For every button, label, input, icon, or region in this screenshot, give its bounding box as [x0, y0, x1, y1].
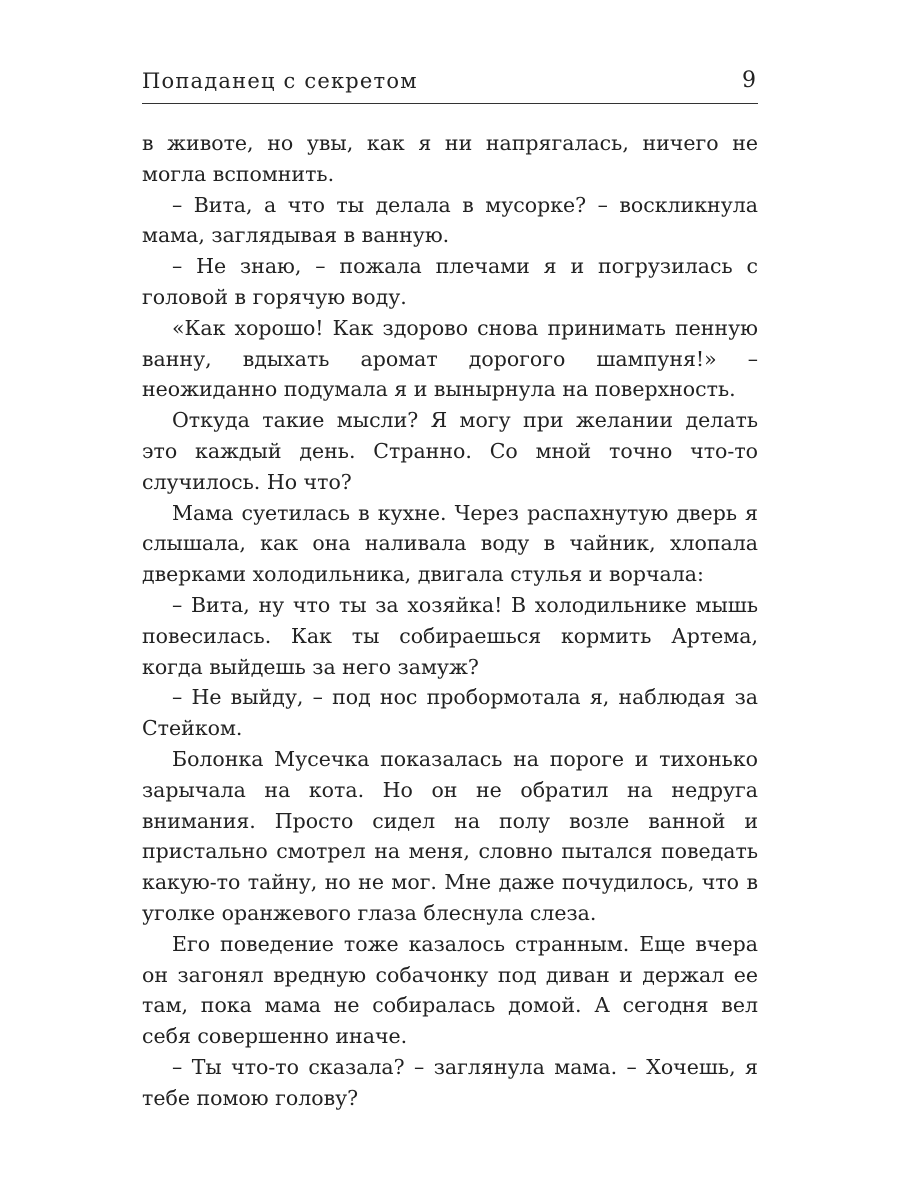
running-header	[142, 66, 758, 102]
paragraph: Болонка Мусечка показалась на пороге и тихонько зарычала на кота. Но он не обратил на недруга внимания. Просто сидел на полу возле ванной и пристально смотрел на меня, словно пытался поведать какую-то тайну, но не мог. Мне даже почудилось, что в уголке оранжевого глаза блеснула слеза.	[142, 746, 758, 925]
paragraph: Откуда такие мысли? Я могу при желании делать это каждый день. Странно. Со мной точно что-то случилось. Но что?	[142, 408, 758, 494]
paragraph: – Вита, ну что ты за хозяйка! В холодильнике мышь повесилась. Как ты собираешься кормить Артема, когда выйдешь за него замуж?	[142, 592, 758, 679]
paragraph: – Ты что-то сказала? – заглянула мама. – Хочешь, я тебе помою голову?	[142, 1054, 758, 1110]
paragraph: – Вита, а что ты делала в мусорке? – воскликнула мама, заглядывая в ванную.	[142, 192, 758, 248]
paragraph: «Как хорошо! Как здорово снова принимать пенную ванну, вдыхать аромат дорогого шампуня!» – неожиданно подумала я и вынырнула на поверхность.	[142, 315, 758, 402]
paragraph: – Не знаю, – пожала плечами я и погрузилась с головой в горячую воду.	[142, 254, 758, 309]
body-text	[142, 128, 758, 1114]
header-divider	[142, 103, 758, 104]
paragraph: – Не выйду, – под нос пробормотала я, наблюдая за Стейком.	[142, 685, 758, 741]
page-number: 9	[742, 68, 756, 93]
paragraph: Мама суетилась в кухне. Через распахнутую дверь я слышала, как она наливала воду в чайник, хлопала дверками холодильника, двигала стулья и ворчала:	[142, 500, 758, 587]
paragraph: Его поведение тоже казалось странным. Еще вчера он загонял вредную собачонку под диван и держал ее там, пока мама не собиралась домой. А сегодня вел себя совершенно иначе.	[142, 931, 758, 1049]
running-title: Попаданец с секретом	[142, 69, 418, 93]
paragraph: в животе, но увы, как я ни напрягалась, ничего не могла вспомнить.	[142, 131, 758, 186]
